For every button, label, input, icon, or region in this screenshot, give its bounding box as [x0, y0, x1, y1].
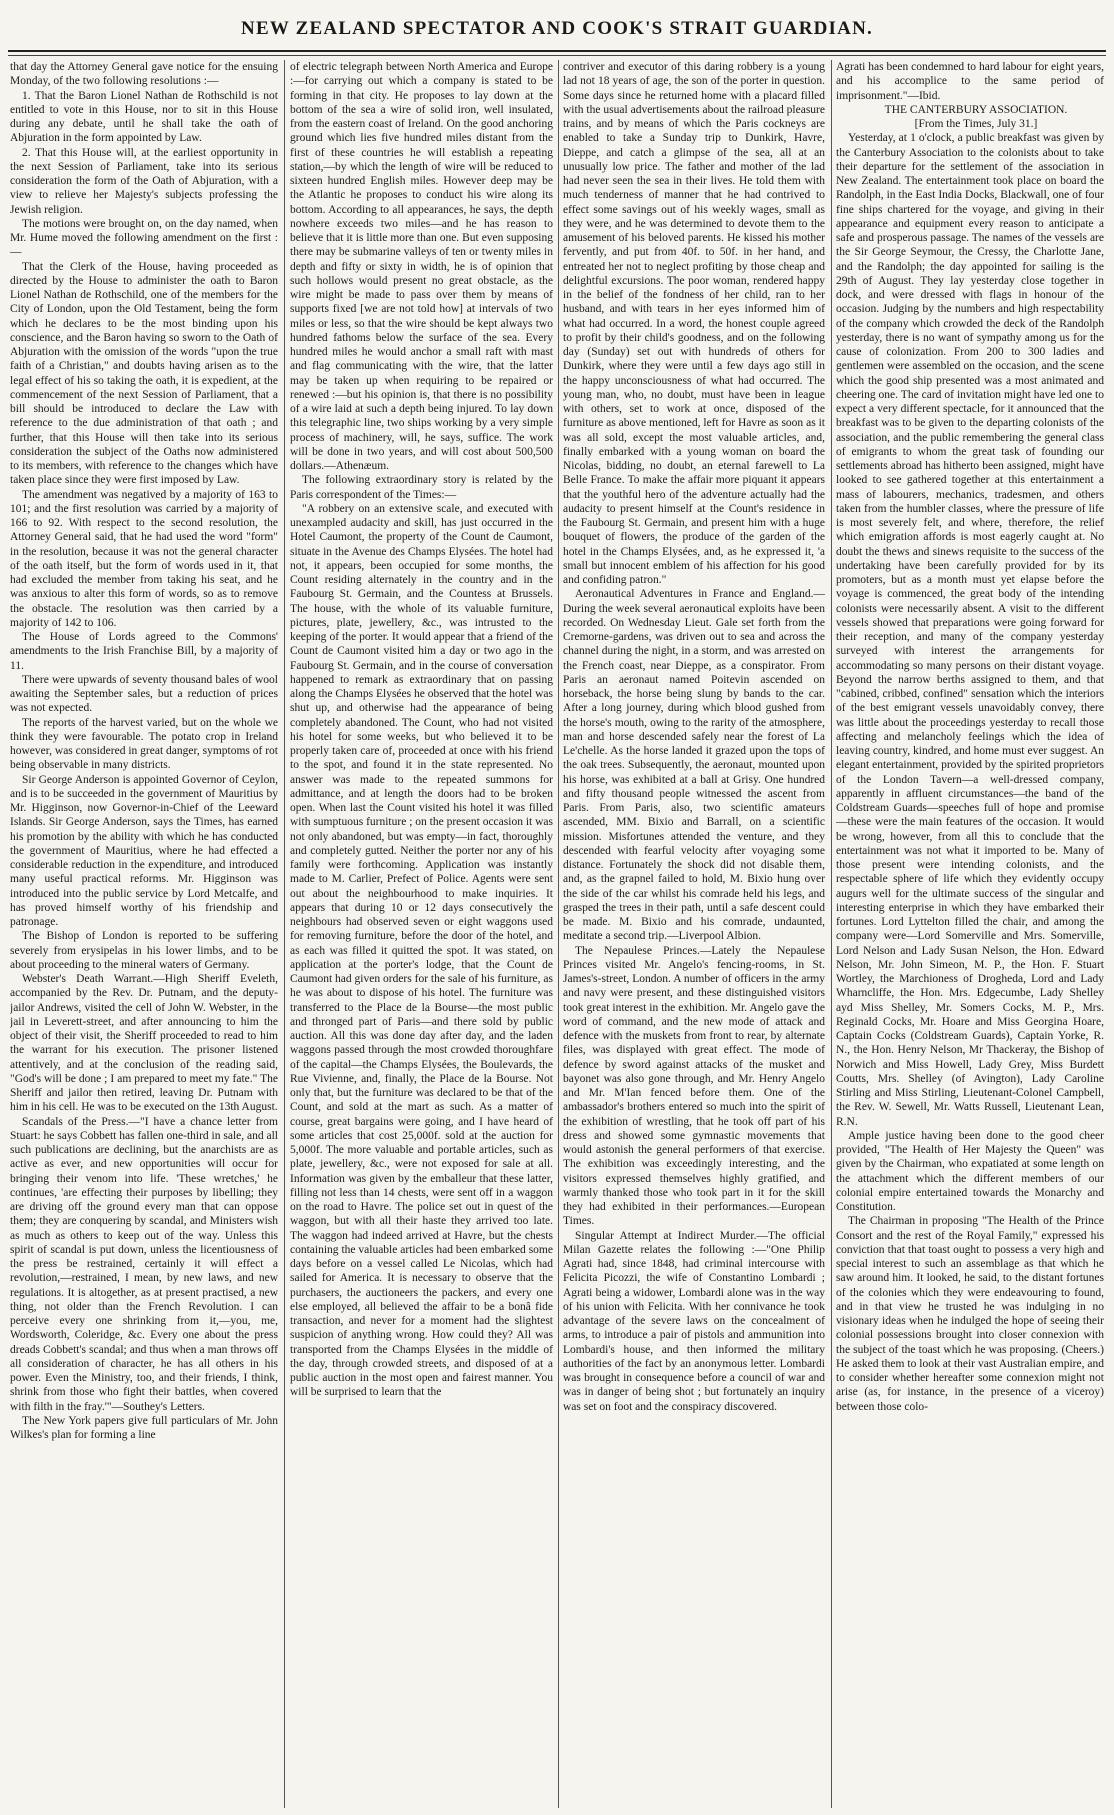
article-heading: THE CANTERBURY ASSOCIATION.	[884, 103, 1068, 116]
column-4	[836, 60, 1104, 1808]
masthead-rule	[8, 50, 1106, 52]
article-paragraph: The Chairman in proposing "The Health of the Prince Consort and the rest of the Royal Family," expressed his conviction that that toast ought to possess a very high and special interest to such an assemblage as that which he saw around him. It looked, he said, to the distant fortunes of the colonies which they were endeavouring to found, and in that view he trusted he was indulging in no visionary ideas when he indulged the hope of seeing their colonial possessions brought into closer connexion with the subject of the toast which he was proposing. (Cheers.) He asked them to look at their vast Australian empire, and to consider whether hereafter some connexion might not arise (as, for instance, in the presence of a viceroy) between those colo-	[836, 1215, 1104, 1413]
masthead-rule-thin	[8, 55, 1106, 56]
article-paragraph: 2. That this House will, at the earliest opportunity in the next Session of Parliament, take into its serious consideration the form of the Oath of Abjuration, with a view to relieve her Majesty's subjects professing the Jewish religion.	[10, 146, 278, 216]
column-3	[563, 60, 825, 1808]
article-paragraph: "A robbery on an extensive scale, and executed with unexampled audacity and skill, has just occurred in the Hotel Caumont, the property of the Count de Caumont, situate in the Avenue des Champs Elysées. The hotel had not, it appears, been occupied for some months, the Count residing alternately in the country and in the Faubourg St. Germain, and the Countess at Brussels. The house, with the whole of its valuable furniture, pictures, plate, jewellery, &c., was intrusted to the keeping of the porter. It would appear that a friend of the Count de Caumont visited him a day or two ago in the Faubourg St. Germain, and in the course of conversation happened to remark as extraordinary that on passing along the Champs Elysées he observed that the hotel was shut up, and otherwise had the appearance of being completely abandoned. The Count, who had not visited his hotel for some weeks, but who believed it to be properly taken care of, proceeded at once with his friend to the spot, and found it in the state represented. No answer was made to the repeated summons for admittance, and at length the doors had to be broken open. When last the Count visited his hotel it was filled with sumptuous furniture ; on the present occasion it was not only abandoned, but was empty—in fact, thoroughly and completely gutted. Neither the porter nor any of his family were forthcoming. Application was instantly made to M. Carlier, Prefect of Police. Agents were sent out about the neighbourhood to make inquiries. It appears that during 10 or 12 days consecutively the neighbours had observed seven or eight waggons used for removing furniture, before the door of the hotel, and as each was filled it quitted the spot. It was stated, on application at the porter's lodge, that the Count de Caumont had given orders for the sale of his furniture, as he was about to dispose of his hotel. The furniture was transferred to the Place de la Bourse—the most public and thronged part of Paris—and there sold by public auction. All this was done day after day, and the laden waggons passed through the most crowded thoroughfare of the capital—the Champs Elysées, the Boulevards, the Rue Vivienne, and, finally, the Place de la Bourse. Not only that, but the furniture was declared to be that of the Count, and sold at the mart as such. As a matter of course, great bargains were going, and I have heard of some articles that cost 25,000f. sold at the auction for 5,000f. The more valuable and portable articles, such as plate, jewellery, &c., were not exposed for sale at all. Information was given by the emballeur that these latter, filling not less than 14 chests, were sent off in a waggon on the road to Havre. The police set out in quest of the waggon, but with all their haste they arrived too late. The waggon had indeed arrived at Havre, but the chests containing the valuable articles had been embarked some days before on a vessel called Le Nicolas, which had sailed for America. It is necessary to observe that the purchasers, the auctioneers the packers, and every one else employed, all believed the affair to be a bonâ fide transaction, and never for a moment had the slightest suspicion of anything wrong. How could they? All was transported from the Champs Elysées in the middle of the day, through crowded streets, and disposed of at a public auction in the most open and fairest manner. You will be surprised to learn that the	[290, 502, 553, 1399]
article-paragraph: Ample justice having been done to the good cheer provided, "The Health of Her Majesty the Queen" was given by the Chairman, who expatiated at some length on the attachment which the different members of our colonial empire entertained towards the Monarchy and Constitution.	[836, 1129, 1104, 1213]
article-source-line: [From the Times, July 31.]	[914, 118, 1038, 130]
article-paragraph: 1. That the Baron Lionel Nathan de Rothschild is not entitled to vote in this House, nor to sit in this House during any debate, until he shall take the oath of Abjuration in the form appointed by Law.	[10, 89, 278, 145]
article-paragraph: The House of Lords agreed to the Commons' amendments to the Irish Franchise Bill, by a majority of 11.	[10, 631, 278, 672]
article-paragraph: There were upwards of seventy thousand bales of wool awaiting the September sales, but a reduction of prices was not expected.	[10, 673, 278, 715]
article-paragraph: of electric telegraph between North America and Europe :—for carrying out which a company is stated to be forming in that city. He proposes to lay down at the bottom of the sea a wire of solid iron, well insulated, from the eastern coast of Ireland. On the good anchoring ground which lies five hundred miles distant from the first of these countries he will establish a repeating station,—by which the length of wire will be reduced to sixteen hundred English miles. However deep may be the Atlantic he proposes to conduct his wire along its bottom. According to all appearances, he says, the depth nowhere exceeds two miles—and he has reason to believe that it is little more than one. But even supposing there may be submarine valleys of ten or twenty miles in depth and fifty or sixty in width, he is of opinion that such hollows would present no great obstacle, as the wire might be made to pass over them by means of supports fixed [we are not told how] at intervals of two miles or less, so that the wire should be kept always two hundred fathoms below the surface of the sea. Every hundred miles he would anchor a small raft with mast and flag communicating with the wire, that the latter may be taken up when requiring to be repaired or renewed :—but his opinion is, that there is no possibility of a wire laid at such a depth being injured. To lay down this telegraphic line, two ships working by a very simple process of machinery, will, he says, suffice. The work will be done in two years, and will cost about 500,500 dollars.—Athenæum.	[290, 61, 553, 472]
article-paragraph: Sir George Anderson is appointed Governor of Ceylon, and is to be succeeded in the government of Mauritius by Mr. Higginson, now Governor-in-Chief of the Leeward Islands. Sir George Anderson, says the Times, has earned his promotion by the ability with which he has conducted the government of Mauritius, where he had effected a considerable reduction in the expenditure, and introduced many useful practical reforms. Mr. Higginson was introduced into the public service by Lord Metcalfe, and has proved himself worthy of his friendship and patronage.	[10, 773, 278, 928]
article-paragraph: The Bishop of London is reported to be suffering severely from erysipelas in his lower limbs, and to be about proceeding to the mineral waters of Germany.	[10, 930, 278, 971]
article-paragraph: The motions were brought on, on the day named, when Mr. Hume moved the following amendment on the first :—	[10, 217, 278, 259]
article-paragraph: Aeronautical Adventures in France and England.—During the week several aeronautical exploits have been recorded. On Wednesday Lieut. Gale set forth from the Cremorne-gardens, was driven out to sea and across the channel during the night, in a storm, and was arrested on the French coast, near Dieppe, as a conspirator. From Paris an aeronaut named Poitevin ascended on horseback, the horse being slung by bands to the car. After a long journey, during which blood gushed from the horse's mouth, owing to the rarity of the atmosphere, man and horse descended safely near the forest of La Le'chelle. As the horse landed it grazed upon the tops of the oak trees. Subsequently, the aeronaut, mounted upon his horse, was exhibited at a ball at Grisy. One hundred and fifty thousand people witnessed the ascent from Paris. From Paris, also, two scientific amateurs ascended, MM. Bixio and Barrall, on a scientific mission. Misfortunes attended the venture, and they descended with fearful velocity after voyaging some distance. Fortunately the shock did not disable them, and, as the grapnel failed to hold, M. Bixio hung over the side of the car whilst his comrade held his legs, and grasped the trees in their path, until a safe descent could be made. M. Bixio and his comrade, undaunted, meditate a second trip.—Liverpool Albion.	[563, 588, 825, 943]
article-paragraph: The reports of the harvest varied, but on the whole we think they were favourable. The potato crop in Ireland however, was considered in great danger, symptoms of rot being observable in many districts.	[10, 716, 278, 772]
article-paragraph: Singular Attempt at Indirect Murder.—The official Milan Gazette relates the following :—"One Philip Agrati had, since 1848, had criminal intercourse with Felicita Picozzi, the wife of Constantino Lombardi ; Agrati being a widower, Lombardi alone was in the way of his union with Felicita. With her connivance he took advantage of the severe laws on the concealment of arms, to introduce a pair of pistols and ammunition into Lombardi's house, and then informed the military authorities of the fact by an anonymous letter. Lombardi was brought in consequence before a council of war and was in danger of being shot ; but fortunately an inquiry was set on foot and the conspiracy discovered.	[563, 1229, 825, 1413]
column-divider	[284, 60, 285, 1808]
article-paragraph: The following extraordinary story is related by the Paris correspondent of the Times:—	[290, 474, 553, 501]
article-paragraph: Webster's Death Warrant.—High Sheriff Eveleth, accompanied by the Rev. Dr. Putnam, and the deputy-jailor Andrews, visited the cell of John W. Webster, in the jail in Leverett-street, and after announcing to him the object of their visit, the Sheriff proceeded to read to him the warrant for his execution. The prisoner listened attentively, and at the conclusion of the reading said, "God's will be done ; I am prepared to meet my fate." The Sheriff and jailor then retired, leaving Dr. Putnam with him in his cell. He was to be executed on the 13th August.	[10, 973, 278, 1114]
column-2	[290, 60, 553, 1808]
article-paragraph: The amendment was negatived by a majority of 163 to 101; and the first resolution was carried by a majority of 166 to 92. With respect to the second resolution, the Attorney General said, that he had used the word "form" in the resolution, because it was not the general character of the oath itself, but the form of words used in it, that had excluded the member from taking his seat, and he was anxious to alter this form of words, so as to remove the obstacle. The resolution was then carried by a majority of 142 to 106.	[10, 488, 278, 629]
article-paragraph: Yesterday, at 1 o'clock, a public breakfast was given by the Canterbury Association to the colonists about to take their departure for the settlement of the association in New Zealand. The entertainment took place on board the Randolph, in the East India Docks, Blackwall, one of four fine ships chartered for the voyage, and giving in their appearance and equipment every reason to anticipate a safe and prosperous passage. The names of the vessels are the Sir George Seymour, the Cressy, the Charlotte Jane, and the Randolph; the day appointed for sailing is the 29th of August. They lay yesterday close together in dock, and were dressed with flags in honour of the occasion. Judging by the numbers and high respectability of the company which crowded the deck of the Randolph yesterday, there is no want of sympathy among us for the cause of colonization. From 200 to 300 ladies and gentlemen were assembled on the occasion, and the scene which the good ship presented was a most animated and cheering one. The card of invitation might have led one to expect a very different spectacle, for it announced that the breakfast was to be given to the departing colonists of the association, and the public remembering the general class of emigrants to whom the great task of founding our settlements abroad has hitherto been assigned, might have looked to see gathered together at this entertainment a mass of labourers, mechanics, tradesmen, and others taken from the humbler classes, where the pressure of life is most severely felt, and where, therefore, the relief which emigration affords is most eagerly caught at. No doubt the thews and sinews requisite to the success of the undertaking have been carefully provided for by its promoters, but as a month must yet elapse before the voyage is commenced, the great body of the intending colonists were necessarily absent. A visit to the different vessels showed that preparations were going forward for their reception, and many of the company yesterday surveyed with interest the arrangements for accommodating so many persons on their distant voyage. Beyond the narrow berths assigned to them, and that "cabined, cribbed, confined" sensation which the interiors of the best emigrant vessels unavoidably convey, there was little about the proceedings yesterday to recall those affecting and melancholy feelings which the idea of leaving country, kindred, and home must ever suggest. An elegant entertainment, provided by the spirited proprietors of the London Tavern—a well-dressed company, apparently in affluent circumstances—the band of the Coldstream Guards—speeches full of hope and promise—these were the main features of the occasion. It would be wrong, however, from all this to conclude that the entertainment was not what it imported to be. Many of those present were intending colonists, and the respectable sphere of life which they evidently occupy augurs well for the ultimate success of the singular and interesting enterprise in which they have embarked their fortunes. Lord Lyttelton filled the chair, and among the company were—Lord Somerville and Mrs. Somerville, Lord Nelson and Lady Susan Nelson, the Hon. Edward Nelson, Mr. John Simeon, M. P., the Hon. F. Stuart Wortley, the Marchioness of Drogheda, Lord and Lady Wharncliffe, the Hon. Mrs. Edgecumbe, Lady Shelley ayd Miss Shelley, Mr. Somers Cocks, M. P., Mrs. Reginald Cocks, Mr. Hoare and Miss Georgina Hoare, Captain Cocks (Coldstream Guards), Captain Yorke, R. N., the Hon. Henry Nelson, Mr Thackeray, the Bishop of Norwich and Miss Howell, Lady Grey, Miss Burdett Coutts, Mrs. Shelley (of Avington), Lady Caroline Stirling and Miss Stirling, Lieutenant-Colonel Campbell, the Rev. W. Sewell, Mr. Watts Russell, Lieutenant Lean, R.N.	[836, 132, 1104, 1128]
column-divider	[831, 60, 832, 1808]
article-paragraph: That the Clerk of the House, having proceeded as directed by the House to administer the oath to Baron Lionel Nathan de Rothschild, one of the members for the City of London, upon the Old Testament, being the form which he declares to be the most binding upon his conscience, and the Baron having so sworn to the Oath of Abjuration with the omission of the words "upon the true faith of a Christian," and doubts having arisen as to the legal effect of his so taking the oath, it is expedient, at the commencement of the next Session of Parliament, that a bill should be introduced to declare the Law with reference to the due administration of that oath ; and further, that this House will then take into its serious consideration the subject of the Oaths now administered to its members, with reference to the changes which have taken place since they were first imposed by Law.	[10, 260, 278, 487]
article-paragraph: The Nepaulese Princes.—Lately the Nepaulese Princes visited Mr. Angelo's fencing-rooms, in St. James's-street, London. A number of officers in the army and navy were present, and these distinguished visitors took great interest in the exhibition. Mr. Angelo gave the word of command, and the new mode of attack and defence with the muskets from front to rear, by alternate files, was displayed with great effect. The mode of defence by sword against attacks of the musket and bayonet was also gone through, and Mr. Henry Angelo and Mr. M'Ian fenced before them. One of the ambassador's brothers entered so much into the spirit of the exhibition of wrestling, that he took off part of his dress and showed some gymnastic movements that would astonish the general performers of that exercise. The exhibition was exceedingly interesting, and the visitors expressed themselves highly gratified, and warmly thanked those who took part in it for the skill they had exhibited in their performances.—European Times.	[563, 944, 825, 1228]
article-paragraph: Scandals of the Press.—"I have a chance letter from Stuart: he says Cobbett has fallen one-third in sale, and all such publications are declining, but the anarchists are as active as ever, and new opportunities will occur for bringing their venom into life. 'These wretches,' he continues, 'are effecting their purposes by libelling; they are driving off the ground every man that can oppose them; they are conquering by scandal, and Ministers wish as much as others to keep out of the way. Unless this spirit of scandal is put down, unless the licentiousness of the press be restrained, certainly it will effect a revolution,—restrained, I mean, by new laws, and new regulations. It is altogether, as at present practised, a new thing, not older than the French Revolution. I can perceive every one shrinking from it,—you, me, Wordsworth, Coleridge, &c. Every one about the press dreads Cobbett's scandal; and thus when a man throws off all consideration of character, he has all others in his power. Even the Ministry, too, and their friends, I think, shrink from those who fight their battles, when covered with filth in the fray.'"—Southey's Letters.	[10, 1115, 278, 1413]
column-divider	[558, 60, 559, 1808]
article-paragraph: that day the Attorney General gave notice for the ensuing Monday, of the two following resolutions :—	[10, 61, 278, 88]
column-1	[10, 60, 278, 1808]
article-paragraph: The New York papers give full particulars of Mr. John Wilkes's plan for forming a line	[10, 1414, 278, 1441]
masthead: NEW ZEALAND SPECTATOR AND COOK'S STRAIT GUARDIAN.	[241, 18, 873, 39]
article-paragraph: contriver and executor of this daring robbery is a young lad not 18 years of age, the son of the porter in question. Some days since he returned home with a placard filled with the usual advertisements about the railroad pleasure trains, and by means of which the Paris cockneys are enabled to take a Sunday trip to Dunkirk, Havre, Dieppe, and catch a glimpse of the sea, all at an unusually low price. The father and mother of the lad had never seen the sea in their lives. He told them with much tenderness of manner that he had contrived to effect some savings out of his weekly wages, small as they were, and he was determined to devote them to the amusement of his beloved parents. He kissed his mother fervently, and put from 40f. to 50f. in her hand, and entreated her not to neglect profiting by those cheap and delightful excursions. The poor woman, rendered happy in the belief of the fondness of her child, ran to her husband, and with tears in her eyes informed him of what had occurred. In a word, the honest couple agreed to profit by their child's goodness, and on the following day (Sunday) set out with hundreds of others for Dunkirk, where they were until a few days ago still in the happy unconsciousness of what had occurred. The young man, who, no doubt, must have been in league with others, set to work at once, disposed of the furniture as above mentioned, left for Havre as soon as it was all sold, except the most valuable articles, and, finally embarked with a young woman on board the Nicolas, bidding, no doubt, an eternal farewell to La Belle France. To make the affair more piquant it appears that the youthful hero of the adventure actually had the audacity to present himself at the Count's residence in the Faubourg St. Germain, and present him with a huge bouquet of flowers, the produce of the garden of the hotel in the Champs Elysées, and, as he expressed it, 'a small but innocent emblem of his affection for his good and confiding patron."	[563, 61, 825, 586]
article-paragraph: Agrati has been condemned to hard labour for eight years, and his accomplice to the same period of imprisonment."—Ibid.	[836, 61, 1104, 102]
